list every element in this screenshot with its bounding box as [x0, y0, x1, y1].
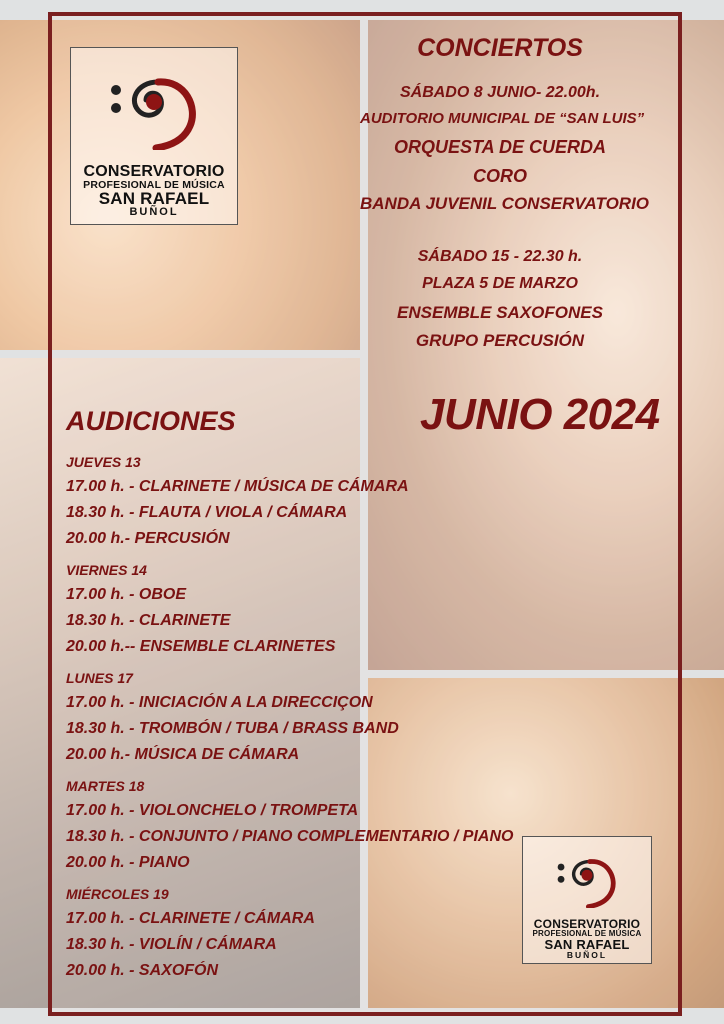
concert-line: ORQUESTA DE CUERDA	[393, 137, 606, 157]
bass-clef-icon	[554, 852, 620, 908]
logo-line-3: SAN RAFAEL	[98, 189, 210, 208]
logo-line-4: BUÑOL	[566, 949, 608, 960]
month-heading: JUNIO 2024	[420, 390, 660, 439]
logo-line-4: BUÑOL	[129, 206, 179, 218]
audition-item: 18.30 h. - VIOLÍN / CÁMARA	[66, 936, 277, 953]
audition-item: 18.30 h. - CLARINETE	[66, 612, 231, 629]
conservatorio-logo	[70, 47, 238, 225]
concert-line: PLAZA 5 DE MARZO	[422, 275, 578, 292]
audition-item: 18.30 h. - FLAUTA / VIOLA / CÁMARA	[66, 504, 348, 521]
audition-item: 17.00 h. - OBOE	[66, 586, 187, 603]
logo-line-3: SAN RAFAEL	[544, 936, 630, 952]
audition-item: 20.00 h.-- ENSEMBLE CLARINETES	[66, 638, 336, 655]
audition-item: 17.00 h. - CLARINETE / MÚSICA DE CÁMARA	[66, 478, 409, 495]
audition-item: 20.00 h. - SAXOFÓN	[66, 962, 219, 979]
day-label: LUNES 17	[66, 670, 133, 686]
audition-item: 17.00 h. - VIOLONCHELO / TROMPETA	[66, 802, 359, 819]
day-label: JUEVES 13	[66, 454, 141, 470]
conciertos-title: CONCIERTOS	[417, 34, 583, 62]
audition-item: 18.30 h. - CONJUNTO / PIANO COMPLEMENTARIO / PIANO	[66, 828, 514, 845]
audition-item: 20.00 h.- PERCUSIÓN	[66, 530, 230, 547]
logo-line-2: PROFESIONAL DE MÚSICA	[83, 178, 225, 191]
audiciones-title: AUDICIONES	[66, 406, 236, 436]
day-label: MIÉRCOLES 19	[66, 886, 169, 902]
audition-item: 20.00 h.- MÚSICA DE CÁMARA	[66, 746, 300, 763]
concert-line: CORO	[473, 166, 527, 186]
concert-line: GRUPO PERCUSIÓN	[415, 331, 585, 350]
conservatorio-logo-small	[522, 836, 652, 964]
concert-line: ENSEMBLE SAXOFONES	[397, 303, 603, 322]
logo-line-1: CONSERVATORIO	[533, 916, 641, 931]
day-label: MARTES 18	[66, 778, 145, 794]
audition-item: 18.30 h. - TROMBÓN / TUBA / BRASS BAND	[66, 720, 399, 737]
audition-item: 17.00 h. - INICIACIÓN A LA DIRECCIÇON	[66, 694, 373, 711]
audition-item: 20.00 h. - PIANO	[66, 854, 190, 871]
logo-line-1: CONSERVATORIO	[83, 162, 225, 180]
concert-line: BANDA JUVENIL CONSERVATORIO	[360, 194, 650, 213]
concert-line: AUDITORIO MUNICIPAL DE “SAN LUIS”	[360, 110, 645, 127]
concert-line: SÁBADO 8 JUNIO- 22.00h.	[399, 84, 601, 101]
concert-line: SÁBADO 15 - 22.30 h.	[417, 248, 583, 265]
audition-item: 17.00 h. - CLARINETE / CÁMARA	[66, 910, 315, 927]
day-label: VIERNES 14	[66, 562, 147, 578]
bass-clef-icon	[106, 68, 202, 150]
logo-line-2: PROFESIONAL DE MÚSICA	[532, 928, 642, 938]
